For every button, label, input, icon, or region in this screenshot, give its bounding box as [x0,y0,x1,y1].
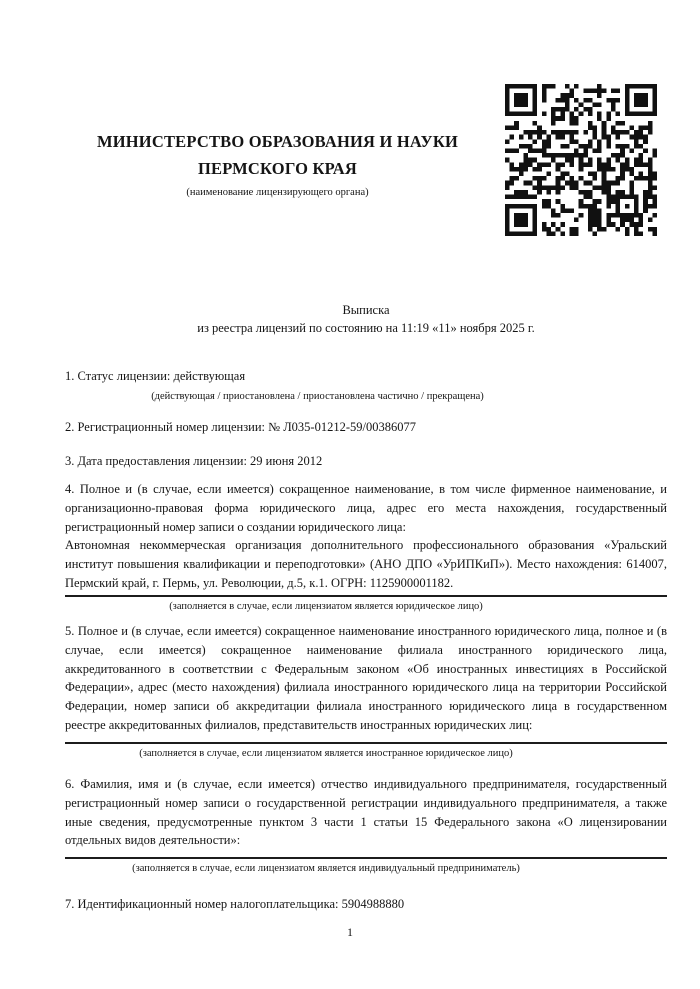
license-status-line: 1. Статус лицензии: действующая [65,369,246,383]
foreign-entity-question: 5. Полное и (в случае, если имеется) сокращенное наименование иностранного юридического лица, полное и (в случае, если имеется) сокращенное наименование филиала иностранного юридического лица, аккредитованного в соответствии с Федеральным законом «Об иностранных инвестициях в Российской Федерации», адрес (место нахождения) филиала иностранного юридического лица на территории Российской Федерации, номер записи об аккредитации филиала иностранного юридического лица в государственном реестре аккредитованных филиалов, представительств иностранных юридических лиц: [65,624,667,732]
page-number: 1 [347,925,353,939]
foreign-entity-caption: (заполняется в случае, если лицензиатом является иностранное юридическое лицо) [139,747,513,759]
legal-entity-caption: (заполняется в случае, если лицензиатом является юридическое лицо) [169,600,483,612]
qr-code [505,84,657,236]
license-status-caption: (действующая / приостановлена / приостановлена частично / прекращена) [151,390,484,402]
individual-entrepreneur-caption: (заполняется в случае, если лицензиатом является индивидуальный предприниматель) [132,863,520,875]
item-4-legal-entity [65,480,667,613]
item-3-license-grant-date [65,452,667,471]
individual-entrepreneur-fill-line [65,857,667,859]
legal-entity-question: 4. Полное и (в случае, если имеется) сокращенное наименование, в том числе фирменное наименование, и организационно-правовая форма юридического лица, адрес его места нахождения, государственный регистрационный номер записи о создании юридического лица: [65,482,667,534]
ministry-name-line2: ПЕРМСКОГО КРАЯ [197,158,358,178]
license-grant-date-line: 3. Дата предоставления лицензии: 29 июня 2012 [65,454,323,468]
ministry-name-line1: МИНИСТЕРСТВО ОБРАЗОВАНИЯ И НАУКИ [96,132,459,151]
item-6-individual-entrepreneur [65,775,667,875]
licensing-authority-caption: (наименование лицензирующего органа) [186,187,369,198]
individual-entrepreneur-question: 6. Фамилия, имя и (в случае, если имеется) отчество индивидуального предпринимателя, государственный регистрационный номер записи о государственной регистрации индивидуального предпринимателя, а также иные сведения, предусмотренные пунктом 3 части 1 статьи 15 Федерального закона «О лицензировании отдельных видов деятельности»: [65,777,667,848]
item-5-foreign-entity [65,622,667,760]
document-title-line1: Выписка [342,303,390,317]
licensing-authority-header [65,129,490,199]
item-7-taxpayer-number [65,895,667,914]
item-2-registration-number [65,418,667,437]
taxpayer-number-line: 7. Идентификационный номер налогоплательщика: 5904988880 [65,897,405,911]
document-title-line2: из реестра лицензий по состоянию на 11:19 «11» ноября 2025 г. [197,320,535,335]
legal-entity-fill-line [65,595,667,597]
document-title [65,302,667,337]
item-1-license-status [65,367,667,403]
registration-number-line: 2. Регистрационный номер лицензии: № Л035-01212-59/00386077 [65,420,416,434]
legal-entity-answer: Автономная некоммерческая организация дополнительного профессионального образования «Уральский институт повышения квалификации и переподготовки» (АНО ДПО «УрИПКиП»). Место нахождения: 614007, Пермский край, г. Пермь, ул. Революции, д.5, к.1. ОГРН: 1125900001182. [65,538,667,590]
foreign-entity-fill-line [65,742,667,744]
